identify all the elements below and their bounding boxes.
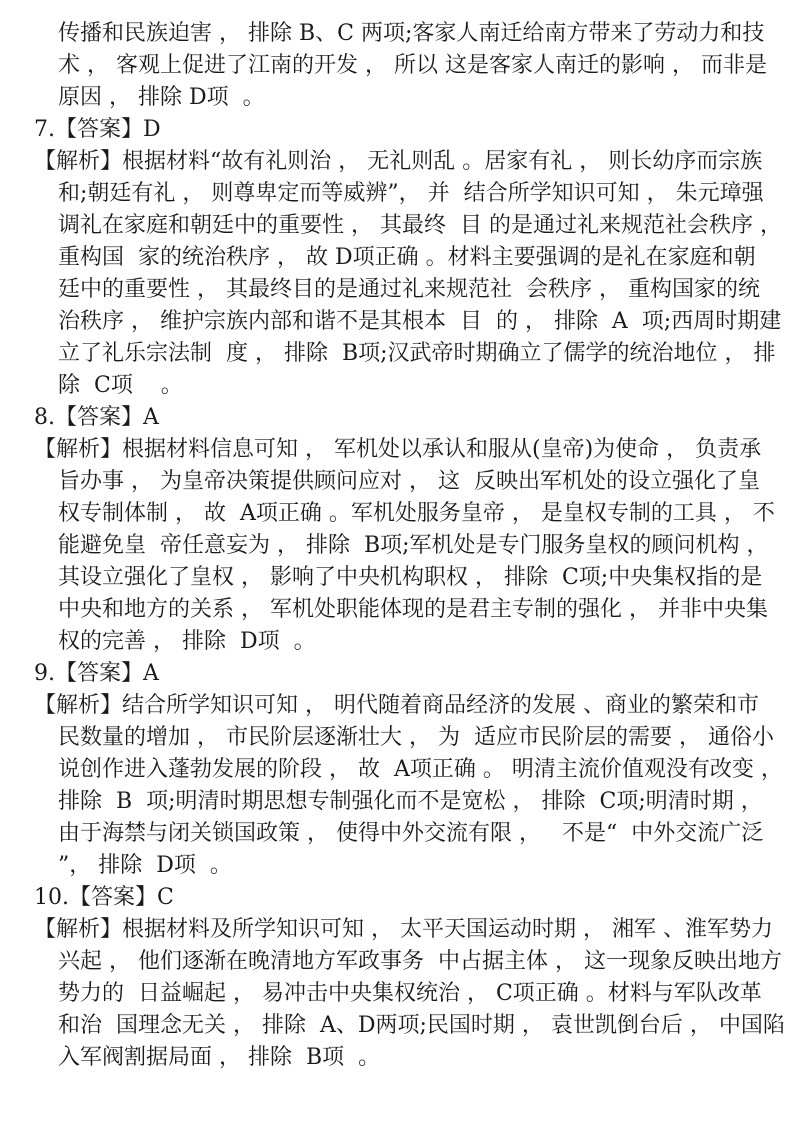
analysis-line: 入军阀割据局面 ， 排除 B项 。 — [58, 1045, 381, 1070]
analysis-line: 调礼在家庭和朝廷中的重要性 ， 其最终 目 的是通过礼来规范社会秩序 ， — [58, 213, 782, 238]
analysis-line: 旨办事 ， 为皇帝决策提供顾问应对 ， 这 反映出军机处的设立强化了皇 — [58, 469, 760, 494]
analysis-line: 中央和地方的关系 ， 军机处职能体现的是君主专制的强化 ， 并非中央集 — [58, 597, 768, 622]
analysis-line: 廷中的重要性 ， 其最终目的是通过礼来规范社 会秩序 ， 重构国家的统 — [58, 277, 760, 302]
answer-heading-7: 7.【答案】D — [34, 117, 161, 142]
analysis-line: 能避免皇 帝任意妄为 ， 排除 B项;军机处是专门服务皇权的顾问机构 ， — [58, 533, 769, 558]
analysis-line: 民数量的增加 ， 市民阶层逐渐壮大 ， 为 适应市民阶层的需要 ， 通俗小 — [58, 725, 774, 750]
analysis-line: 【解析】根据材料“故有礼则治 ， 无礼则乱 。居家有礼 ， 则长幼序而宗族 — [34, 149, 763, 174]
analysis-line: 除 C项 。 — [58, 373, 183, 398]
text-line: 原因 ， 排除 D项 。 — [58, 85, 265, 110]
analysis-line: 重构国 家的统治秩序 ， 故 D项正确 。材料主要强调的是礼在家庭和朝 — [58, 245, 756, 270]
analysis-line: 立了礼乐宗法制 度 ， 排除 B项;汉武帝时期确立了儒学的统治地位 ， 排 — [58, 341, 776, 366]
text-line: 术 ， 客观上促进了江南的开发 ， 所以 这是客家人南迁的影响 ， 而非是 — [58, 53, 767, 78]
analysis-line: 其设立强化了皇权 ， 影响了中央机构职权 ， 排除 C项;中央集权指的是 — [58, 565, 763, 590]
analysis-line: 权的完善 ， 排除 D项 。 — [58, 629, 316, 654]
answer-heading-8: 8.【答案】A — [34, 405, 159, 430]
text-line: 传播和民族迫害 ， 排除 B、C 两项;客家人南迁给南方带来了劳动力和技 — [58, 21, 765, 46]
analysis-line: 势力的 日益崛起 ， 易冲击中央集权统治 ， C项正确 。材料与军队改革 — [58, 981, 762, 1006]
analysis-line: 【解析】根据材料信息可知 ， 军机处以承认和服从(皇帝)为使命 ， 负责承 — [34, 437, 762, 462]
analysis-line: 说创作进入蓬勃发展的阶段 ， 故 A项正确 。 明清主流价值观没有改变 ， — [58, 757, 783, 782]
analysis-line: ”， 排除 D项 。 — [58, 853, 232, 878]
analysis-line: 治秩序 ， 维护宗族内部和谐不是其根本 目 的 ， 排除 A 项;西周时期建 — [58, 309, 782, 334]
analysis-line: 兴起 ， 他们逐渐在晚清地方军政事务 中占据主体 ， 这一现象反映出地方 — [58, 949, 782, 974]
answer-heading-10: 10.【答案】C — [34, 885, 174, 910]
answer-heading-9: 9.【答案】A — [34, 661, 159, 686]
analysis-line: 和;朝廷有礼 ， 则尊卑定而等威辨”， 并 结合所学知识可知 ， 朱元璋强 — [58, 181, 764, 206]
analysis-line: 【解析】根据材料及所学知识可知 ， 太平天国运动时期 ， 湘军 、淮军势力 — [34, 917, 773, 942]
analysis-line: 权专制体制 ， 故 A项正确 。军机处服务皇帝 ， 是皇权专制的工具 ， 不 — [58, 501, 775, 526]
analysis-line: 【解析】结合所学知识可知 ， 明代随着商品经济的发展 、商业的繁荣和市 — [34, 693, 759, 718]
analysis-line: 排除 B 项;明清时期思想专制强化而不是宽松 ， 排除 C项;明清时期 ， — [58, 789, 763, 814]
analysis-line: 和治 国理念无关 ， 排除 A、D两项;民国时期 ， 袁世凯倒台后 ， 中国陷 — [58, 1013, 785, 1038]
analysis-line: 由于海禁与闭关锁国政策 ， 使得中外交流有限 ， 不是“ 中外交流广泛 — [58, 821, 764, 846]
